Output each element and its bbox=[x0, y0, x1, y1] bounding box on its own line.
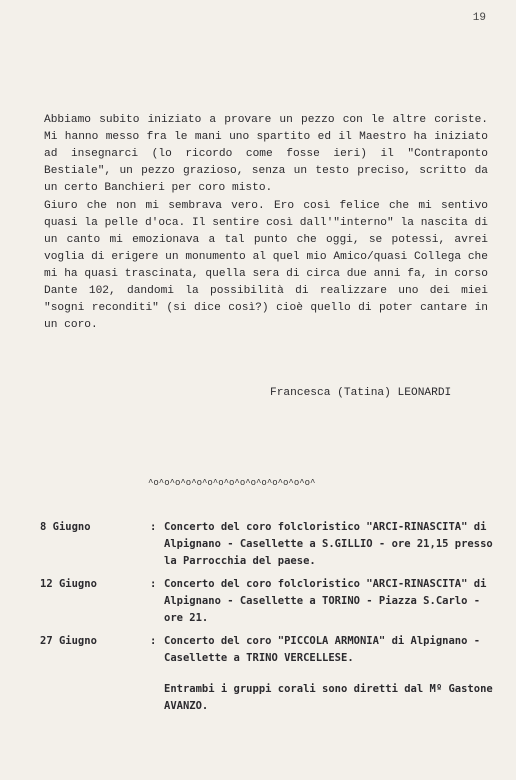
paragraph-2: Giuro che non mi sembrava vero. Ero così felice che mi sentivo quasi la pelle d'oca. Il sentire così dall'"interno" la nascita di un canto mi emozionava a tal punto che oggi, se potessi, avrei voglia di erigere un monumento al quel mio Amico/quasi Collega che mi ha quasi trascinata, quella sera di circa due anni fa, in corso Dante 102, dandomi la possibilità di realizzare uno dei miei "sogni reconditi" (si dice così?) cioè quello di poter cantare in un coro. bbox=[44, 200, 488, 331]
signature: Francesca (Tatina) LEONARDI bbox=[270, 387, 452, 399]
conductor-note: Entrambi i gruppi corali sono diretti dal Mº Gastone AVANZO. bbox=[164, 683, 493, 712]
event-description: Concerto del coro folcloristico "ARCI-RINASCITA" di Alpignano - Casellette a S.GILLIO - ore 21,15 presso la Parrocchia del paese. bbox=[164, 521, 493, 567]
event-list bbox=[40, 519, 500, 715]
event-item bbox=[40, 519, 500, 570]
event-date: 8 Giugno bbox=[40, 521, 91, 533]
event-item bbox=[40, 633, 500, 667]
event-separator: : bbox=[150, 635, 157, 647]
section-divider: ^o^o^o^o^o^o^o^o^o^o^o^o^o^o^o^ bbox=[148, 478, 316, 488]
event-date: 27 Giugno bbox=[40, 635, 97, 647]
event-separator: : bbox=[150, 521, 157, 533]
paragraph-1: Abbiamo subito iniziato a provare un pezzo con le altre coriste. Mi hanno messo fra le mani uno spartito ed il Maestro ha iniziato ad insegnarci (lo ricordo come fosse ieri) il "Contraponto Bestiale", un pezzo grazioso, senza un testo preciso, scritto da un certo Banchieri per coro misto. bbox=[44, 114, 488, 194]
event-separator: : bbox=[150, 578, 157, 590]
event-description: Concerto del coro "PICCOLA ARMONIA" di Alpignano - Casellette a TRINO VERCELLESE. bbox=[164, 635, 481, 664]
event-description: Concerto del coro folcloristico "ARCI-RINASCITA" di Alpignano - Casellette a TORINO - Piazza S.Carlo - ore 21. bbox=[164, 578, 487, 624]
page-number: 19 bbox=[472, 12, 486, 24]
event-date: 12 Giugno bbox=[40, 578, 97, 590]
event-item bbox=[40, 576, 500, 627]
